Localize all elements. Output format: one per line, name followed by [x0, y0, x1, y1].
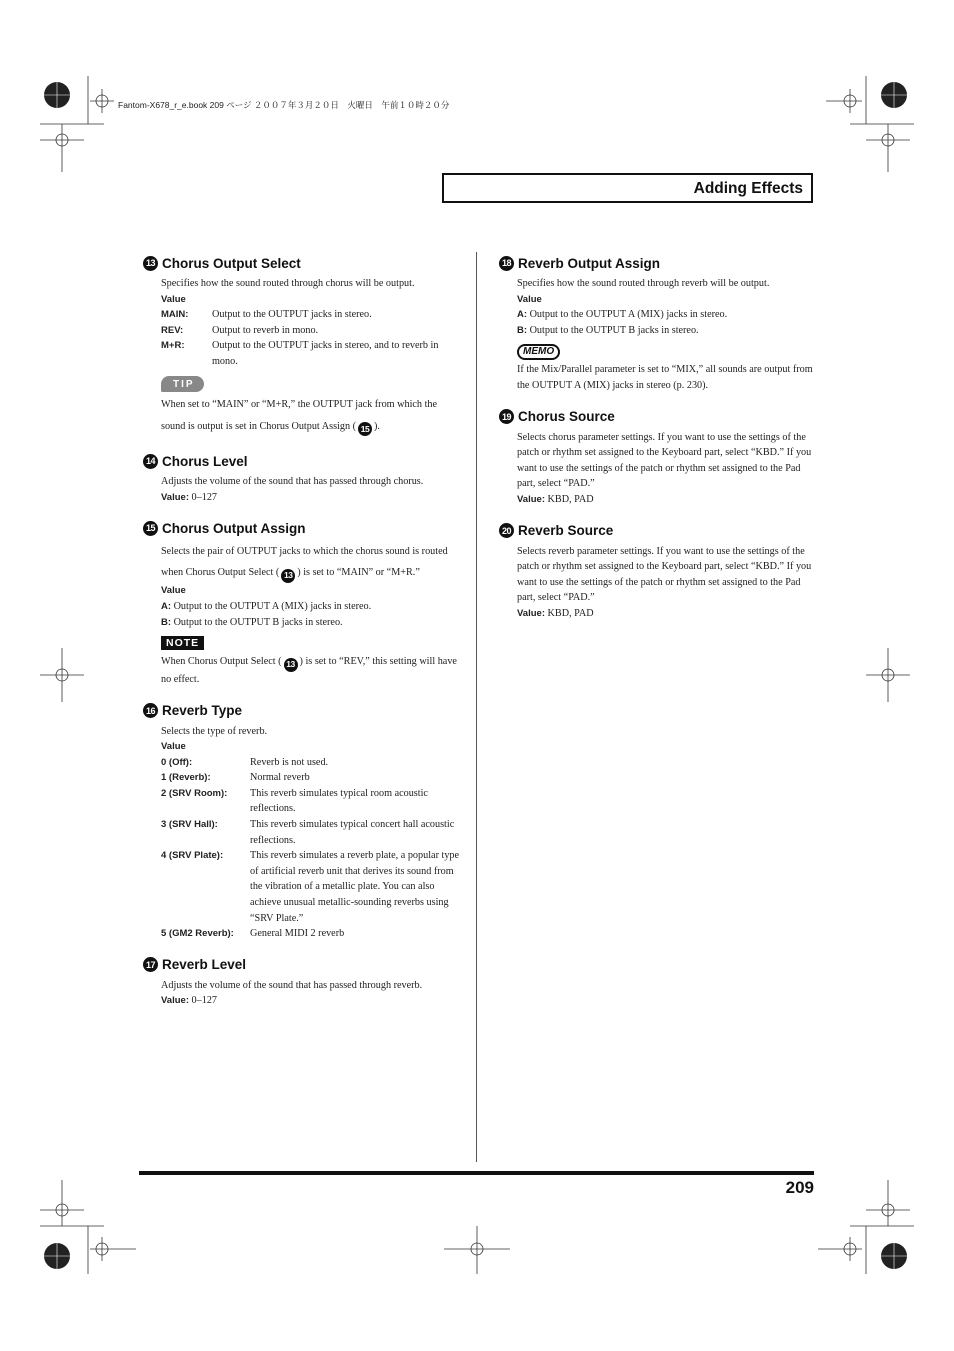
value-text: KBD, PAD: [547, 607, 594, 619]
value-row: [161, 926, 461, 942]
number-badge: 14: [143, 454, 158, 469]
section-heading: [143, 452, 461, 470]
value-row: [161, 323, 461, 339]
value-key: A:: [161, 600, 172, 612]
value-label: Value:: [517, 607, 545, 619]
value-desc: Output to the OUTPUT jacks in stereo, and to reverb in mono.: [212, 340, 439, 367]
value-desc: General MIDI 2 reverb: [250, 928, 345, 940]
value-text: 0–127: [191, 995, 218, 1007]
value-key: 0 (Off):: [161, 756, 193, 768]
value-desc: Output to the OUTPUT B jacks in stereo.: [529, 324, 699, 336]
value-line: [161, 599, 461, 615]
value-key: A:: [517, 309, 528, 321]
section-heading: [143, 519, 461, 537]
value-key: 5 (GM2 Reverb):: [161, 928, 234, 940]
section-heading-text: Chorus Level: [162, 453, 248, 469]
value-row: [161, 338, 461, 369]
value-row: [161, 755, 461, 771]
right-column: [499, 254, 817, 636]
tip-text: [161, 394, 461, 438]
section-heading-text: Chorus Source: [518, 409, 615, 425]
tip-badge: TIP: [161, 376, 204, 393]
number-badge: 15: [143, 521, 158, 536]
number-badge: 20: [499, 523, 514, 538]
section-heading-text: Chorus Output Select: [162, 255, 301, 271]
value-desc: Output to the OUTPUT jacks in stereo.: [212, 309, 372, 321]
description: [161, 541, 461, 583]
value-line: [161, 490, 461, 506]
value-text: KBD, PAD: [547, 493, 594, 505]
description: Specifies how the sound routed through chorus will be output.: [161, 278, 415, 289]
section-heading-text: Reverb Source: [518, 523, 614, 539]
number-badge: 18: [499, 256, 514, 271]
section-chorus-output-assign: [143, 519, 461, 687]
print-header: Fantom-X678_r_e.book 209 ページ ２００７年３月２０日 火曜日 午前１０時２０分: [118, 100, 450, 110]
value-row: [161, 817, 461, 848]
section-heading: [499, 254, 817, 272]
section-chorus-source: [499, 408, 817, 508]
section-chorus-level: [143, 452, 461, 505]
description-part: ) is set to “MAIN” or “M+R.”: [297, 567, 420, 579]
value-line: [517, 606, 817, 622]
number-badge: 17: [143, 957, 158, 972]
description: Selects reverb parameter settings. If you want to use the settings of the patch or rhythm set assigned to the Keyboard part, select “KBD.” If you want to use the settings of the patch or rhythm set assigned to the Pad part, select “PAD.”: [517, 545, 812, 604]
section-heading-text: Reverb Output Assign: [518, 255, 661, 271]
footer-rule: [139, 1171, 814, 1175]
value-desc: Output to the OUTPUT A (MIX) jacks in stereo.: [529, 309, 728, 321]
section-reverb-level: [143, 956, 461, 1009]
note-text-part: ) is set to “REV,” this setting will have no effect.: [161, 656, 457, 685]
value-label: Value: [161, 293, 186, 305]
note-badge: NOTE: [161, 636, 204, 650]
value-line: [517, 323, 817, 339]
tip-text-part: When set to “MAIN” or “M+R,” the OUTPUT jack from which the sound is output is set in Chorus Output Assign (: [161, 399, 438, 433]
value-line: [517, 492, 817, 508]
description: Selects the type of reverb.: [161, 725, 268, 737]
value-key: B:: [517, 324, 528, 336]
value-key: REV:: [161, 324, 184, 336]
section-title-box: [442, 173, 813, 203]
description-part: Selects the pair of OUTPUT jacks to which the chorus sound is routed when Chorus Output Select (: [161, 546, 448, 579]
value-row: [161, 307, 461, 323]
section-heading: [143, 254, 461, 272]
value-label: Value: [161, 741, 186, 753]
description: Adjusts the volume of the sound that has passed through reverb.: [161, 979, 423, 991]
section-title: Adding Effects: [693, 180, 803, 197]
description: Selects chorus parameter settings. If you want to use the settings of the patch or rhythm set assigned to the Keyboard part, select “KBD.” If you want to use the settings of the patch or rhythm set assigned to the Pad part, select “PAD.”: [517, 431, 812, 490]
value-key: M+R:: [161, 340, 185, 352]
value-line: [517, 307, 817, 323]
value-key: B:: [161, 616, 172, 628]
value-desc: This reverb simulates typical concert hall acoustic reflections.: [250, 819, 455, 846]
column-divider: [476, 252, 477, 1162]
section-heading: [143, 956, 461, 974]
left-column: [143, 254, 461, 1023]
number-ref-badge: 13: [281, 569, 295, 583]
section-reverb-source: [499, 522, 817, 622]
section-chorus-output-select: [143, 254, 461, 438]
value-line: [161, 993, 461, 1009]
memo-text: If the Mix/Parallel parameter is set to “MIX,” all sounds are output from the OUTPUT A (MIX) jacks in stereo (p. 230).: [517, 364, 813, 391]
value-desc: Output to reverb in mono.: [212, 324, 319, 336]
value-desc: Output to the OUTPUT B jacks in stereo.: [173, 616, 343, 628]
note-text-part: When Chorus Output Select (: [161, 656, 282, 668]
description: Adjusts the volume of the sound that has passed through chorus.: [161, 476, 424, 488]
value-row: [161, 770, 461, 786]
value-key: MAIN:: [161, 309, 189, 321]
number-ref-badge: 15: [358, 422, 372, 436]
value-key: 3 (SRV Hall):: [161, 819, 218, 831]
section-heading-text: Reverb Level: [162, 957, 247, 973]
value-row: [161, 848, 461, 926]
section-heading: [143, 702, 461, 720]
value-line: [161, 615, 461, 631]
section-reverb-output-assign: [499, 254, 817, 394]
number-ref-badge: 13: [284, 658, 298, 672]
section-heading-text: Chorus Output Assign: [162, 520, 306, 536]
value-desc: Output to the OUTPUT A (MIX) jacks in stereo.: [173, 600, 372, 612]
section-reverb-type: [143, 702, 461, 942]
number-badge: 13: [143, 256, 158, 271]
value-label: Value:: [517, 493, 545, 505]
value-key: 4 (SRV Plate):: [161, 850, 224, 862]
value-desc: Reverb is not used.: [250, 756, 329, 768]
value-label: Value:: [161, 995, 189, 1007]
tip-text-part: ).: [374, 421, 380, 433]
value-label: Value: [517, 293, 542, 305]
section-heading-text: Reverb Type: [162, 703, 243, 719]
value-label: Value:: [161, 491, 189, 503]
number-badge: 19: [499, 409, 514, 424]
value-text: 0–127: [191, 491, 218, 503]
value-row: [161, 786, 461, 817]
value-key: 2 (SRV Room):: [161, 787, 228, 799]
value-desc: This reverb simulates a reverb plate, a popular type of artificial reverb unit that derives its sound from the vibration of a metallic plate. You can also achieve unusual metallic-sounding reverbs using “SRV Plate.”: [250, 850, 460, 924]
page-number: 209: [785, 1178, 814, 1197]
value-label: Value: [161, 585, 186, 597]
value-desc: Normal reverb: [250, 772, 310, 784]
section-heading: [499, 408, 817, 426]
value-key: 1 (Reverb):: [161, 772, 211, 784]
description: Specifies how the sound routed through reverb will be output.: [517, 278, 770, 289]
section-heading: [499, 522, 817, 540]
memo-badge: MEMO: [517, 344, 560, 360]
note-text: [161, 654, 461, 687]
number-badge: 16: [143, 703, 158, 718]
value-desc: This reverb simulates typical room acoustic reflections.: [250, 787, 428, 815]
